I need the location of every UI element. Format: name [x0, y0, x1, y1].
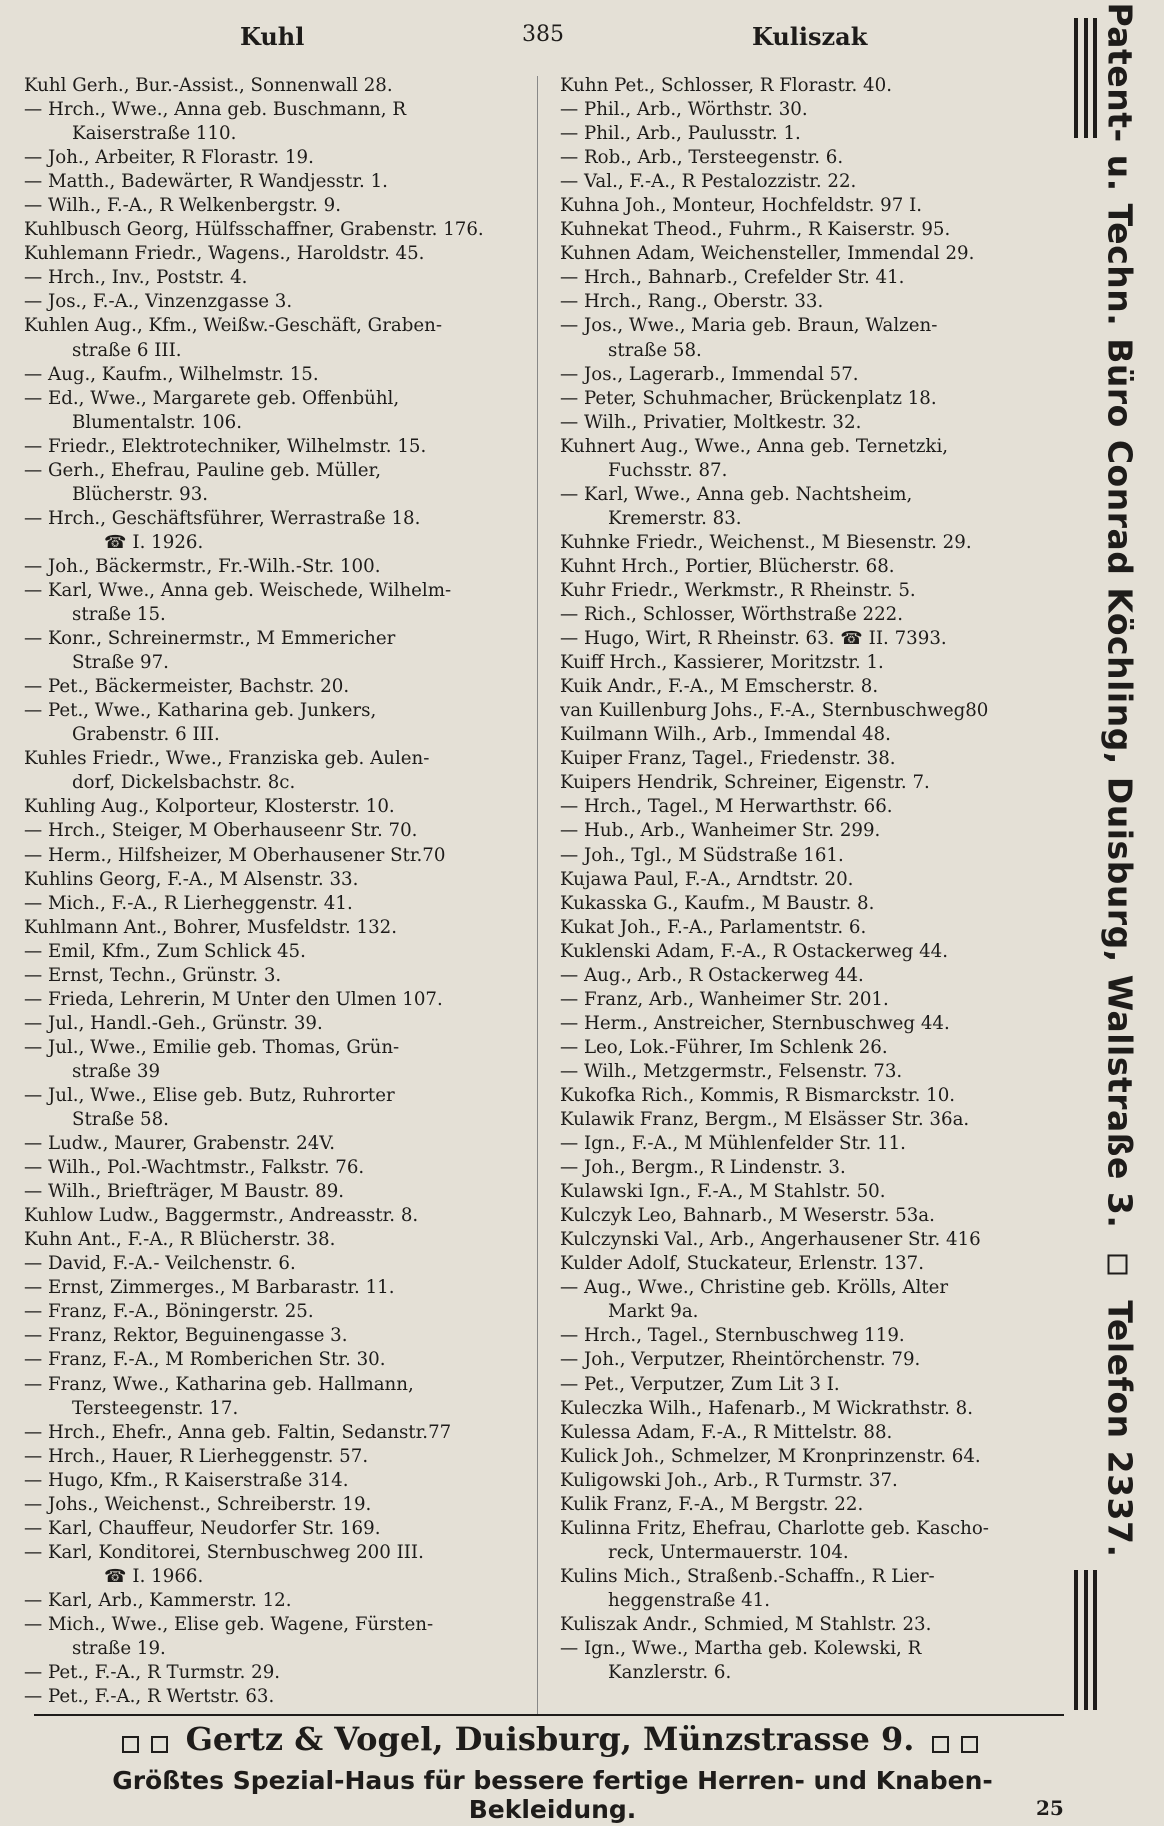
directory-entry [560, 531, 1060, 555]
directory-entry [24, 747, 530, 795]
entry-line: — Jul., Handl.-Geh., Grünstr. 39. [24, 1012, 323, 1034]
directory-entry [24, 1036, 530, 1084]
directory-entry [24, 1228, 530, 1252]
entry-line: Kuklenski Adam, F.-A., R Ostackerweg 44. [560, 940, 949, 962]
entry-line: — Franz, F.-A., Böningerstr. 25. [24, 1301, 314, 1323]
entry-line: — Hugo, Wirt, R Rheinstr. 63. ☎ II. 7393. [560, 628, 947, 650]
entry-line: Kuhles Friedr., Wwe., Franziska geb. Aulen- [24, 748, 430, 770]
directory-entry [24, 819, 530, 843]
entry-line: — Rich., Schlosser, Wörthstraße 222. [560, 604, 904, 626]
entry-continuation: Blumentalstr. 106. [72, 411, 242, 433]
entry-line: — Wilh., Privatier, Moltkestr. 32. [560, 411, 862, 433]
entry-line: — Hrch., Tagel., Sternbuschweg 119. [560, 1325, 905, 1347]
entry-line: — Karl, Konditorei, Sternbuschweg 200 III. [24, 1541, 424, 1563]
double-rule [1093, 18, 1097, 138]
entry-line: — Wilh., Metzgermstr., Felsenstr. 73. [560, 1060, 903, 1082]
header-right-keyword: Kuliszak [752, 22, 868, 51]
directory-entry [560, 1469, 1060, 1493]
footer-number: 25 [1036, 1796, 1064, 1820]
entry-line: Kulawski Ign., F.-A., M Stahlstr. 50. [560, 1181, 886, 1203]
entry-continuation: straße 58. [608, 339, 702, 361]
directory-entry [560, 964, 1060, 988]
entry-line: — Jul., Wwe., Elise geb. Butz, Ruhrorter [24, 1084, 395, 1106]
entry-line: Kuhnt Hrch., Portier, Blücherstr. 68. [560, 555, 895, 577]
entry-line: — Frieda, Lehrerin, M Unter den Ulmen 107. [24, 988, 443, 1010]
entry-line: — Joh., Arbeiter, R Florastr. 19. [24, 147, 314, 169]
directory-entry [560, 892, 1060, 916]
entry-line: Kuhn Ant., F.-A., R Blücherstr. 38. [24, 1229, 336, 1251]
directory-entry [560, 1276, 1060, 1324]
double-rule [1074, 1570, 1078, 1710]
entry-line: — Jos., F.-A., Vinzenzgasse 3. [24, 291, 293, 313]
entry-line: — Aug., Arb., R Ostackerweg 44. [560, 964, 864, 986]
directory-entry [560, 194, 1060, 218]
directory-entry [24, 1348, 530, 1372]
entry-line: — Ludw., Maurer, Grabenstr. 24V. [24, 1133, 336, 1155]
directory-entry [24, 98, 530, 146]
entry-line: — Hugo, Kfm., R Kaiserstraße 314. [24, 1469, 349, 1491]
entry-line: — Ernst, Zimmerges., M Barbarastr. 11. [24, 1277, 395, 1299]
entry-line: — Joh., Tgl., M Südstraße 161. [560, 844, 844, 866]
entry-line: — Gerh., Ehefrau, Pauline geb. Müller, [24, 459, 381, 481]
directory-entry [24, 1276, 530, 1300]
entry-line: — Friedr., Elektrotechniker, Wilhelmstr. 15. [24, 435, 427, 457]
entry-line: — Phil., Arb., Paulusstr. 1. [560, 123, 801, 145]
double-rule [1074, 18, 1078, 138]
directory-entry [560, 1180, 1060, 1204]
directory-entry [560, 868, 1060, 892]
right-directory-column [560, 74, 1060, 1685]
entry-line: Kulick Joh., Schmelzer, M Kronprinzenstr. 64. [560, 1445, 981, 1467]
entry-continuation: Grabenstr. 6 III. [72, 724, 220, 746]
entry-line: — Hub., Arb., Wanheimer Str. 299. [560, 820, 881, 842]
directory-entry [560, 1204, 1060, 1228]
directory-entry [24, 1204, 530, 1228]
entry-line: — Hrch., Rang., Oberstr. 33. [560, 291, 824, 313]
directory-entry [560, 675, 1060, 699]
entry-line: — Hrch., Steiger, M Oberhauseenr Str. 70. [24, 820, 418, 842]
entry-line: — Hrch., Inv., Poststr. 4. [24, 267, 248, 289]
sidebar-ad-text [1101, 2, 1140, 1557]
entry-line: Kuhling Aug., Kolporteur, Klosterstr. 10. [24, 796, 395, 818]
entry-line: — Jos., Lagerarb., Immendal 57. [560, 363, 859, 385]
entry-line: Kulder Adolf, Stuckateur, Erlenstr. 137. [560, 1253, 925, 1275]
entry-line: — Ed., Wwe., Margarete geb. Offenbühl, [24, 387, 400, 409]
entry-line: Kuhnen Adam, Weichensteller, Immendal 29. [560, 243, 975, 265]
directory-entry [560, 1060, 1060, 1084]
directory-entry [24, 1421, 530, 1445]
square-ornaments [926, 1723, 984, 1761]
entry-line: Kuhnert Aug., Wwe., Anna geb. Ternetzki, [560, 435, 949, 457]
entry-line: Kuleczka Wilh., Hafenarb., M Wickrathstr. 8. [560, 1397, 974, 1419]
entry-line: — Konr., Schreinermstr., M Emmericher [24, 628, 396, 650]
directory-entry [560, 242, 1060, 266]
directory-entry [24, 1156, 530, 1180]
entry-line: Kuhr Friedr., Werkmstr., R Rheinstr. 5. [560, 579, 916, 601]
directory-entry [560, 819, 1060, 843]
entry-line: — Phil., Arb., Wörthstr. 30. [560, 99, 808, 121]
directory-entry [24, 1661, 530, 1685]
directory-entry [560, 1012, 1060, 1036]
entry-line: — Pet., F.-A., R Wertstr. 63. [24, 1686, 275, 1708]
entry-line: — Karl, Wwe., Anna geb. Weischede, Wilhelm- [24, 579, 452, 601]
directory-entry [24, 892, 530, 916]
directory-entry [560, 651, 1060, 675]
directory-entry [560, 1517, 1060, 1565]
directory-entry [560, 314, 1060, 362]
entry-line: — David, F.-A.- Veilchenstr. 6. [24, 1253, 296, 1275]
directory-entry [560, 290, 1060, 314]
directory-entry [24, 1445, 530, 1469]
entry-line: Kuhlbusch Georg, Hülfsschaffner, Grabenstr. 176. [24, 219, 484, 241]
entry-line: Kuhnke Friedr., Weichenst., M Biesenstr. 29. [560, 531, 972, 553]
directory-entry [24, 699, 530, 747]
directory-entry [560, 844, 1060, 868]
directory-entry [560, 74, 1060, 98]
directory-entry [24, 242, 530, 266]
entry-line: — Pet., Wwe., Katharina geb. Junkers, [24, 700, 377, 722]
entry-line: Kuhlemann Friedr., Wagens., Haroldstr. 45. [24, 243, 425, 265]
entry-line: — Mich., F.-A., R Lierheggenstr. 41. [24, 892, 353, 914]
entry-line: Kukofka Rich., Kommis, R Bismarckstr. 10. [560, 1084, 956, 1106]
directory-entry [24, 146, 530, 170]
directory-entry [560, 1324, 1060, 1348]
entry-line: — Wilh., Pol.-Wachtmstr., Falkstr. 76. [24, 1157, 365, 1179]
entry-continuation: straße 6 III. [72, 339, 182, 361]
square-ornaments [116, 1723, 174, 1761]
directory-entry [560, 795, 1060, 819]
entry-line: — Hrch., Tagel., M Herwarthstr. 66. [560, 796, 893, 818]
directory-entry [560, 627, 1060, 651]
entry-line: — Karl, Arb., Kammerstr. 12. [24, 1589, 292, 1611]
directory-entry [24, 387, 530, 435]
entry-line: Kuhl Gerh., Bur.-Assist., Sonnenwall 28. [24, 75, 393, 96]
entry-line: Kuhlins Georg, F.-A., M Alsenstr. 33. [24, 868, 359, 890]
directory-entry [560, 988, 1060, 1012]
entry-continuation: Kanzlerstr. 6. [608, 1662, 732, 1684]
entry-line: Kuipers Hendrik, Schreiner, Eigenstr. 7. [560, 772, 930, 794]
directory-entry [24, 964, 530, 988]
directory-entry [560, 170, 1060, 194]
entry-line: — Joh., Verputzer, Rheintörchenstr. 79. [560, 1349, 921, 1371]
entry-line: — Aug., Kaufm., Wilhelmstr. 15. [24, 363, 319, 385]
directory-entry [560, 1373, 1060, 1397]
directory-entry [560, 1228, 1060, 1252]
entry-line: — Rob., Arb., Tersteegenstr. 6. [560, 147, 844, 169]
directory-entry [560, 122, 1060, 146]
directory-entry [24, 314, 530, 362]
directory-entry [24, 1012, 530, 1036]
entry-line: Kukasska G., Kaufm., M Baustr. 8. [560, 892, 875, 914]
directory-entry [560, 483, 1060, 531]
directory-entry [24, 1517, 530, 1541]
entry-line: — Aug., Wwe., Christine geb. Krölls, Alter [560, 1277, 949, 1299]
entry-line: — Pet., F.-A., R Turmstr. 29. [24, 1662, 281, 1684]
entry-line: Kulczynski Val., Arb., Angerhausener Str. 416 [560, 1229, 981, 1251]
entry-line: Kuhn Pet., Schlosser, R Florastr. 40. [560, 75, 892, 96]
footer-ad-line1 [40, 1720, 1060, 1761]
directory-entry [560, 1132, 1060, 1156]
directory-entry [560, 1348, 1060, 1372]
entry-line: — Ign., Wwe., Martha geb. Kolewski, R [560, 1638, 922, 1660]
entry-line: — Jul., Wwe., Emilie geb. Thomas, Grün- [24, 1036, 400, 1058]
directory-entry [560, 1637, 1060, 1685]
directory-entry [24, 555, 530, 579]
entry-line: — Leo, Lok.-Führer, Im Schlenk 26. [560, 1036, 888, 1058]
directory-entry [560, 1252, 1060, 1276]
directory-entry [24, 1469, 530, 1493]
entry-line: — Franz, F.-A., M Romberichen Str. 30. [24, 1349, 386, 1371]
directory-entry [560, 98, 1060, 122]
sidebar-ad-line1: Patent- u. Techn. Büro Conrad Köchling, Duisburg, Wallstraße 3. [1100, 2, 1140, 1229]
entry-line: Kulik Franz, F.-A., M Bergstr. 22. [560, 1493, 864, 1515]
directory-entry [24, 1493, 530, 1517]
directory-entry [560, 146, 1060, 170]
entry-line: — Pet., Verputzer, Zum Lit 3 I. [560, 1373, 840, 1395]
entry-line: — Wilh., Briefträger, M Baustr. 89. [24, 1181, 345, 1203]
entry-line: — Joh., Bergm., R Lindenstr. 3. [560, 1157, 846, 1179]
entry-line: Kuhlow Ludw., Baggermstr., Andreasstr. 8. [24, 1205, 419, 1227]
footer-ad-company: Gertz & Vogel, Duisburg, Münzstrasse 9. [185, 1720, 915, 1758]
directory-entry [560, 579, 1060, 603]
directory-entry [24, 266, 530, 290]
directory-entry [560, 387, 1060, 411]
entry-line: Kulessa Adam, F.-A., R Mittelstr. 88. [560, 1421, 893, 1443]
entry-continuation: straße 19. [72, 1638, 166, 1660]
directory-entry [24, 1589, 530, 1613]
directory-entry [560, 435, 1060, 483]
directory-entry [560, 1445, 1060, 1469]
entry-continuation: Kaiserstraße 110. [72, 123, 237, 145]
entry-line: Kuik Andr., F.-A., M Emscherstr. 8. [560, 676, 879, 698]
page-number: 385 [522, 22, 564, 47]
double-rule [1084, 18, 1088, 138]
entry-line: — Herm., Hilfsheizer, M Oberhausener Str.70 [24, 844, 446, 866]
entry-line: Kuhlmann Ant., Bohrer, Musfeldstr. 132. [24, 916, 397, 938]
entry-continuation: Fuchsstr. 87. [608, 459, 728, 481]
ad-top-rule [34, 1714, 1064, 1716]
entry-line: Kuhnekat Theod., Fuhrm., R Kaiserstr. 95. [560, 219, 951, 241]
entry-line: — Herm., Anstreicher, Sternbuschweg 44. [560, 1012, 950, 1034]
entry-line: Kulins Mich., Straßenb.-Schaffn., R Lier- [560, 1565, 935, 1587]
directory-entry [24, 1613, 530, 1661]
directory-entry [24, 1084, 530, 1132]
directory-entry [24, 435, 530, 459]
directory-entry [24, 290, 530, 314]
page-header [0, 22, 1062, 58]
entry-line: — Franz, Rektor, Beguinengasse 3. [24, 1325, 348, 1347]
directory-entry [24, 916, 530, 940]
entry-line: Kuligowski Joh., Arb., R Turmstr. 37. [560, 1469, 898, 1491]
directory-entry [560, 771, 1060, 795]
directory-entry [560, 1421, 1060, 1445]
directory-entry [560, 603, 1060, 627]
entry-continuation: reck, Untermauerstr. 104. [608, 1541, 849, 1563]
directory-entry [24, 170, 530, 194]
entry-line: — Val., F.-A., R Pestalozzistr. 22. [560, 171, 857, 193]
square-ornament [1108, 1254, 1128, 1274]
directory-entry [24, 1252, 530, 1276]
entry-line: Kuhlen Aug., Kfm., Weißw.-Geschäft, Graben- [24, 315, 443, 337]
entry-line: — Johs., Weichenst., Schreiberstr. 19. [24, 1493, 372, 1515]
entry-continuation: Straße 58. [72, 1109, 169, 1131]
directory-entry [24, 795, 530, 819]
directory-entry [560, 1084, 1060, 1108]
directory-entry [24, 1541, 530, 1589]
directory-entry [24, 218, 530, 242]
directory-entry [24, 988, 530, 1012]
directory-entry [24, 675, 530, 699]
entry-line: — Franz, Wwe., Katharina geb. Hallmann, [24, 1373, 414, 1395]
entry-line: — Karl, Wwe., Anna geb. Nachtsheim, [560, 483, 913, 505]
directory-entry [560, 1613, 1060, 1637]
directory-entry [24, 1685, 530, 1709]
directory-entry [24, 1180, 530, 1204]
entry-line: Kukat Joh., F.-A., Parlamentstr. 6. [560, 916, 867, 938]
directory-entry [560, 555, 1060, 579]
directory-entry [560, 266, 1060, 290]
directory-entry [24, 579, 530, 627]
directory-entry [560, 1108, 1060, 1132]
directory-entry [24, 1373, 530, 1421]
entry-line: Kuilmann Wilh., Arb., Immendal 48. [560, 724, 891, 746]
entry-continuation: heggenstraße 41. [608, 1589, 771, 1611]
entry-continuation: dorf, Dickelsbachstr. 8c. [72, 772, 296, 794]
footer-ad-line2: Größtes Spezial-Haus für bessere fertige Herren- und Knaben-Bekleidung. [112, 1766, 993, 1824]
entry-continuation: Blücherstr. 93. [72, 483, 209, 505]
entry-line: — Emil, Kfm., Zum Schlick 45. [24, 940, 306, 962]
directory-entry [560, 1565, 1060, 1613]
entry-line: — Pet., Bäckermeister, Bachstr. 20. [24, 676, 350, 698]
entry-continuation: straße 15. [72, 604, 166, 626]
entry-line: Kuiff Hrch., Kassierer, Moritzstr. 1. [560, 652, 884, 674]
double-rule [1093, 1570, 1097, 1710]
directory-entry [24, 1300, 530, 1324]
directory-entry [560, 1036, 1060, 1060]
entry-continuation: Markt 9a. [608, 1301, 699, 1323]
entry-continuation: straße 39 [72, 1060, 161, 1082]
entry-line: — Matth., Badewärter, R Wandjesstr. 1. [24, 171, 388, 193]
entry-line: — Hrch., Wwe., Anna geb. Buschmann, R [24, 99, 407, 121]
directory-entry [560, 723, 1060, 747]
entry-line: Kuliszak Andr., Schmied, M Stahlstr. 23. [560, 1614, 932, 1635]
entry-line: — Mich., Wwe., Elise geb. Wagene, Fürsten- [24, 1614, 434, 1635]
entry-line: Kujawa Paul, F.-A., Arndtstr. 20. [560, 868, 854, 890]
directory-entry [24, 1324, 530, 1348]
directory-entry [24, 459, 530, 507]
directory-entry [24, 194, 530, 218]
directory-entry [24, 844, 530, 868]
entry-line: — Peter, Schuhmacher, Brückenplatz 18. [560, 387, 937, 409]
directory-entry [560, 1156, 1060, 1180]
directory-entry [560, 699, 1060, 723]
directory-entry [24, 1132, 530, 1156]
entry-line: — Hrch., Hauer, R Lierheggenstr. 57. [24, 1445, 369, 1467]
entry-line: — Jos., Wwe., Maria geb. Braun, Walzen- [560, 315, 938, 337]
entry-line: Kuhna Joh., Monteur, Hochfeldstr. 97 I. [560, 195, 923, 217]
directory-entry [560, 363, 1060, 387]
entry-continuation: ☎ I. 1966. [104, 1565, 204, 1587]
column-divider [537, 76, 538, 1716]
left-directory-column [24, 74, 530, 1709]
directory-entry [24, 868, 530, 892]
entry-line: — Hrch., Ehefr., Anna geb. Faltin, Sedanstr.77 [24, 1421, 452, 1443]
directory-entry [560, 1493, 1060, 1517]
entry-continuation: Straße 97. [72, 652, 169, 674]
entry-line: Kulinna Fritz, Ehefrau, Charlotte geb. Kascho- [560, 1517, 989, 1539]
entry-continuation: ☎ I. 1926. [104, 531, 204, 553]
directory-entry [560, 1397, 1060, 1421]
entry-line: — Hrch., Bahnarb., Crefelder Str. 41. [560, 267, 905, 289]
directory-entry [560, 747, 1060, 771]
sidebar-ad-line2: Telefon 2337. [1100, 1300, 1140, 1558]
directory-entry [24, 627, 530, 675]
entry-line: Kulczyk Leo, Bahnarb., M Weserstr. 53a. [560, 1205, 935, 1227]
entry-line: — Wilh., F.-A., R Welkenbergstr. 9. [24, 195, 341, 217]
directory-entry [24, 74, 530, 98]
header-left-keyword: Kuhl [240, 22, 305, 51]
entry-line: — Hrch., Geschäftsführer, Werrastraße 18. [24, 507, 421, 529]
directory-entry [560, 916, 1060, 940]
directory-entry [24, 363, 530, 387]
entry-line: Kuiper Franz, Tagel., Friedenstr. 38. [560, 748, 896, 770]
entry-line: van Kuillenburg Johs., F.-A., Sternbuschweg80 [560, 700, 989, 722]
entry-line: Kulawik Franz, Bergm., M Elsässer Str. 36a. [560, 1109, 970, 1131]
entry-continuation: Tersteegenstr. 17. [72, 1397, 239, 1419]
entry-line: — Karl, Chauffeur, Neudorfer Str. 169. [24, 1517, 381, 1539]
directory-entry [24, 940, 530, 964]
directory-entry [24, 507, 530, 555]
entry-line: — Ign., F.-A., M Mühlenfelder Str. 11. [560, 1133, 906, 1155]
entry-line: — Franz, Arb., Wanheimer Str. 201. [560, 988, 889, 1010]
directory-entry [560, 411, 1060, 435]
entry-line: — Ernst, Techn., Grünstr. 3. [24, 964, 282, 986]
directory-entry [560, 940, 1060, 964]
directory-entry [560, 218, 1060, 242]
double-rule [1084, 1570, 1088, 1710]
entry-continuation: Kremerstr. 83. [608, 507, 742, 529]
entry-line: — Joh., Bäckermstr., Fr.-Wilh.-Str. 100. [24, 555, 381, 577]
